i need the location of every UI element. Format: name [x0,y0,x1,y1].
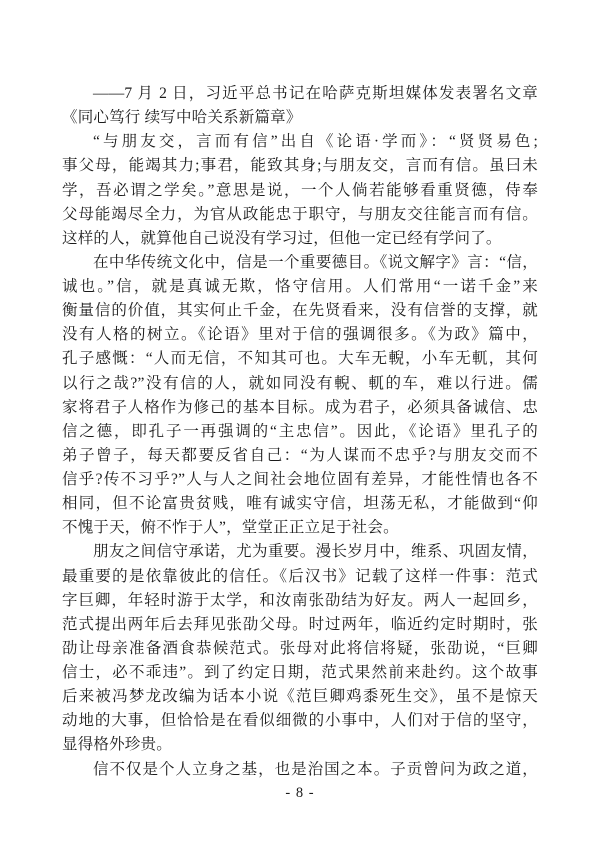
text-line: 显得格外珍贵。 [62,736,172,754]
text-line: 信乎?传不习乎?”人与人之间社会地位固有差异，才能性情也各不 [62,471,538,488]
page-number: - 8 - [285,785,315,801]
text-line: 《同心笃行 续写中哈关系新篇章》 [62,109,302,127]
text-line: 在中华传统文化中，信是一个重要德目。《说文解字》言：“信， [93,253,538,271]
text-line: 没有人格的树立。《论语》里对于信的强调很多。《为政》篇中， [62,326,538,344]
text-line: 字巨卿，年轻时游于太学，和汝南张劭结为好友。两人一起回乡， [62,591,538,609]
text-line: 弟子曾子，每天都要反省自己：“为人谋而不忠乎?与朋友交而不 [62,446,538,464]
text-line: 相同，但不论富贵贫贱，唯有诚实守信，坦荡无私，才能做到“仰 [62,495,538,513]
text-line: ——7 月 2 日，习近平总书记在哈萨克斯坦媒体发表署名文章 [93,85,538,102]
text-line: 衡量信的价值，其实何止千金，在先贤看来，没有信誉的支撑，就 [62,302,538,320]
text-line: 信士，必不乖违”。到了约定日期，范式果然前来赴约。这个故事 [62,664,538,681]
text-line: 父母能竭尽全力，为官从政能忠于职守，与朋友交往能言而有信。 [62,205,538,223]
text-line: 后来被冯梦龙改编为话本小说《范巨卿鸡黍死生交》，虽不是惊天 [62,688,538,706]
text-line: 这样的人，就算他自己说没有学习过，但他一定已经有学问了。 [62,229,502,247]
text-line: 信之德，即孔子一再强调的“主忠信”。因此，《论语》里孔子的 [62,422,538,440]
text-line: 范式提出两年后去拜见张劭父母。时过两年，临近约定时期时，张 [62,615,538,633]
text-line: 不愧于天，俯不怍于人”，堂堂正正立足于社会。 [62,519,399,537]
text-line: 事父母，能竭其力;事君，能致其身;与朋友交，言而有信。虽曰未 [62,157,538,175]
text-line: 劭让母亲准备酒食恭候范式。张母对此将信将疑，张劭说，“巨卿 [62,639,538,657]
text-line: “与朋友交，言而有信”出自《论语·学而》：“贤贤易色; [93,133,538,151]
text-line: 家将君子人格作为修己的基本目标。成为君子，必须具备诚信、忠 [62,398,538,416]
text-line: 动地的大事，但恰恰是在看似细微的小事中，人们对于信的坚守， [62,712,538,730]
body-text [62,82,538,782]
text-line: 朋友之间信守承诺，尤为重要。漫长岁月中，维系、巩固友情， [93,543,538,561]
text-line: 学，吾必谓之学矣。”意思是说，一个人倘若能够看重贤德，侍奉 [62,181,538,199]
text-line: 以行之哉?”没有信的人，就如同没有輗、軏的车，难以行进。儒 [62,374,538,392]
text-line: 诚也。”信，就是真诚无欺，恪守信用。人们常用“一诺千金”来 [62,278,538,295]
text-line: 孔子感慨：“人而无信，不知其可也。大车无輗，小车无軏，其何 [62,350,538,368]
text-line: 信不仅是个人立身之基，也是治国之本。子贡曾问为政之道， [93,760,538,778]
text-line: 最重要的是依靠彼此的信任。《后汉书》记载了这样一件事：范式 [62,567,538,585]
